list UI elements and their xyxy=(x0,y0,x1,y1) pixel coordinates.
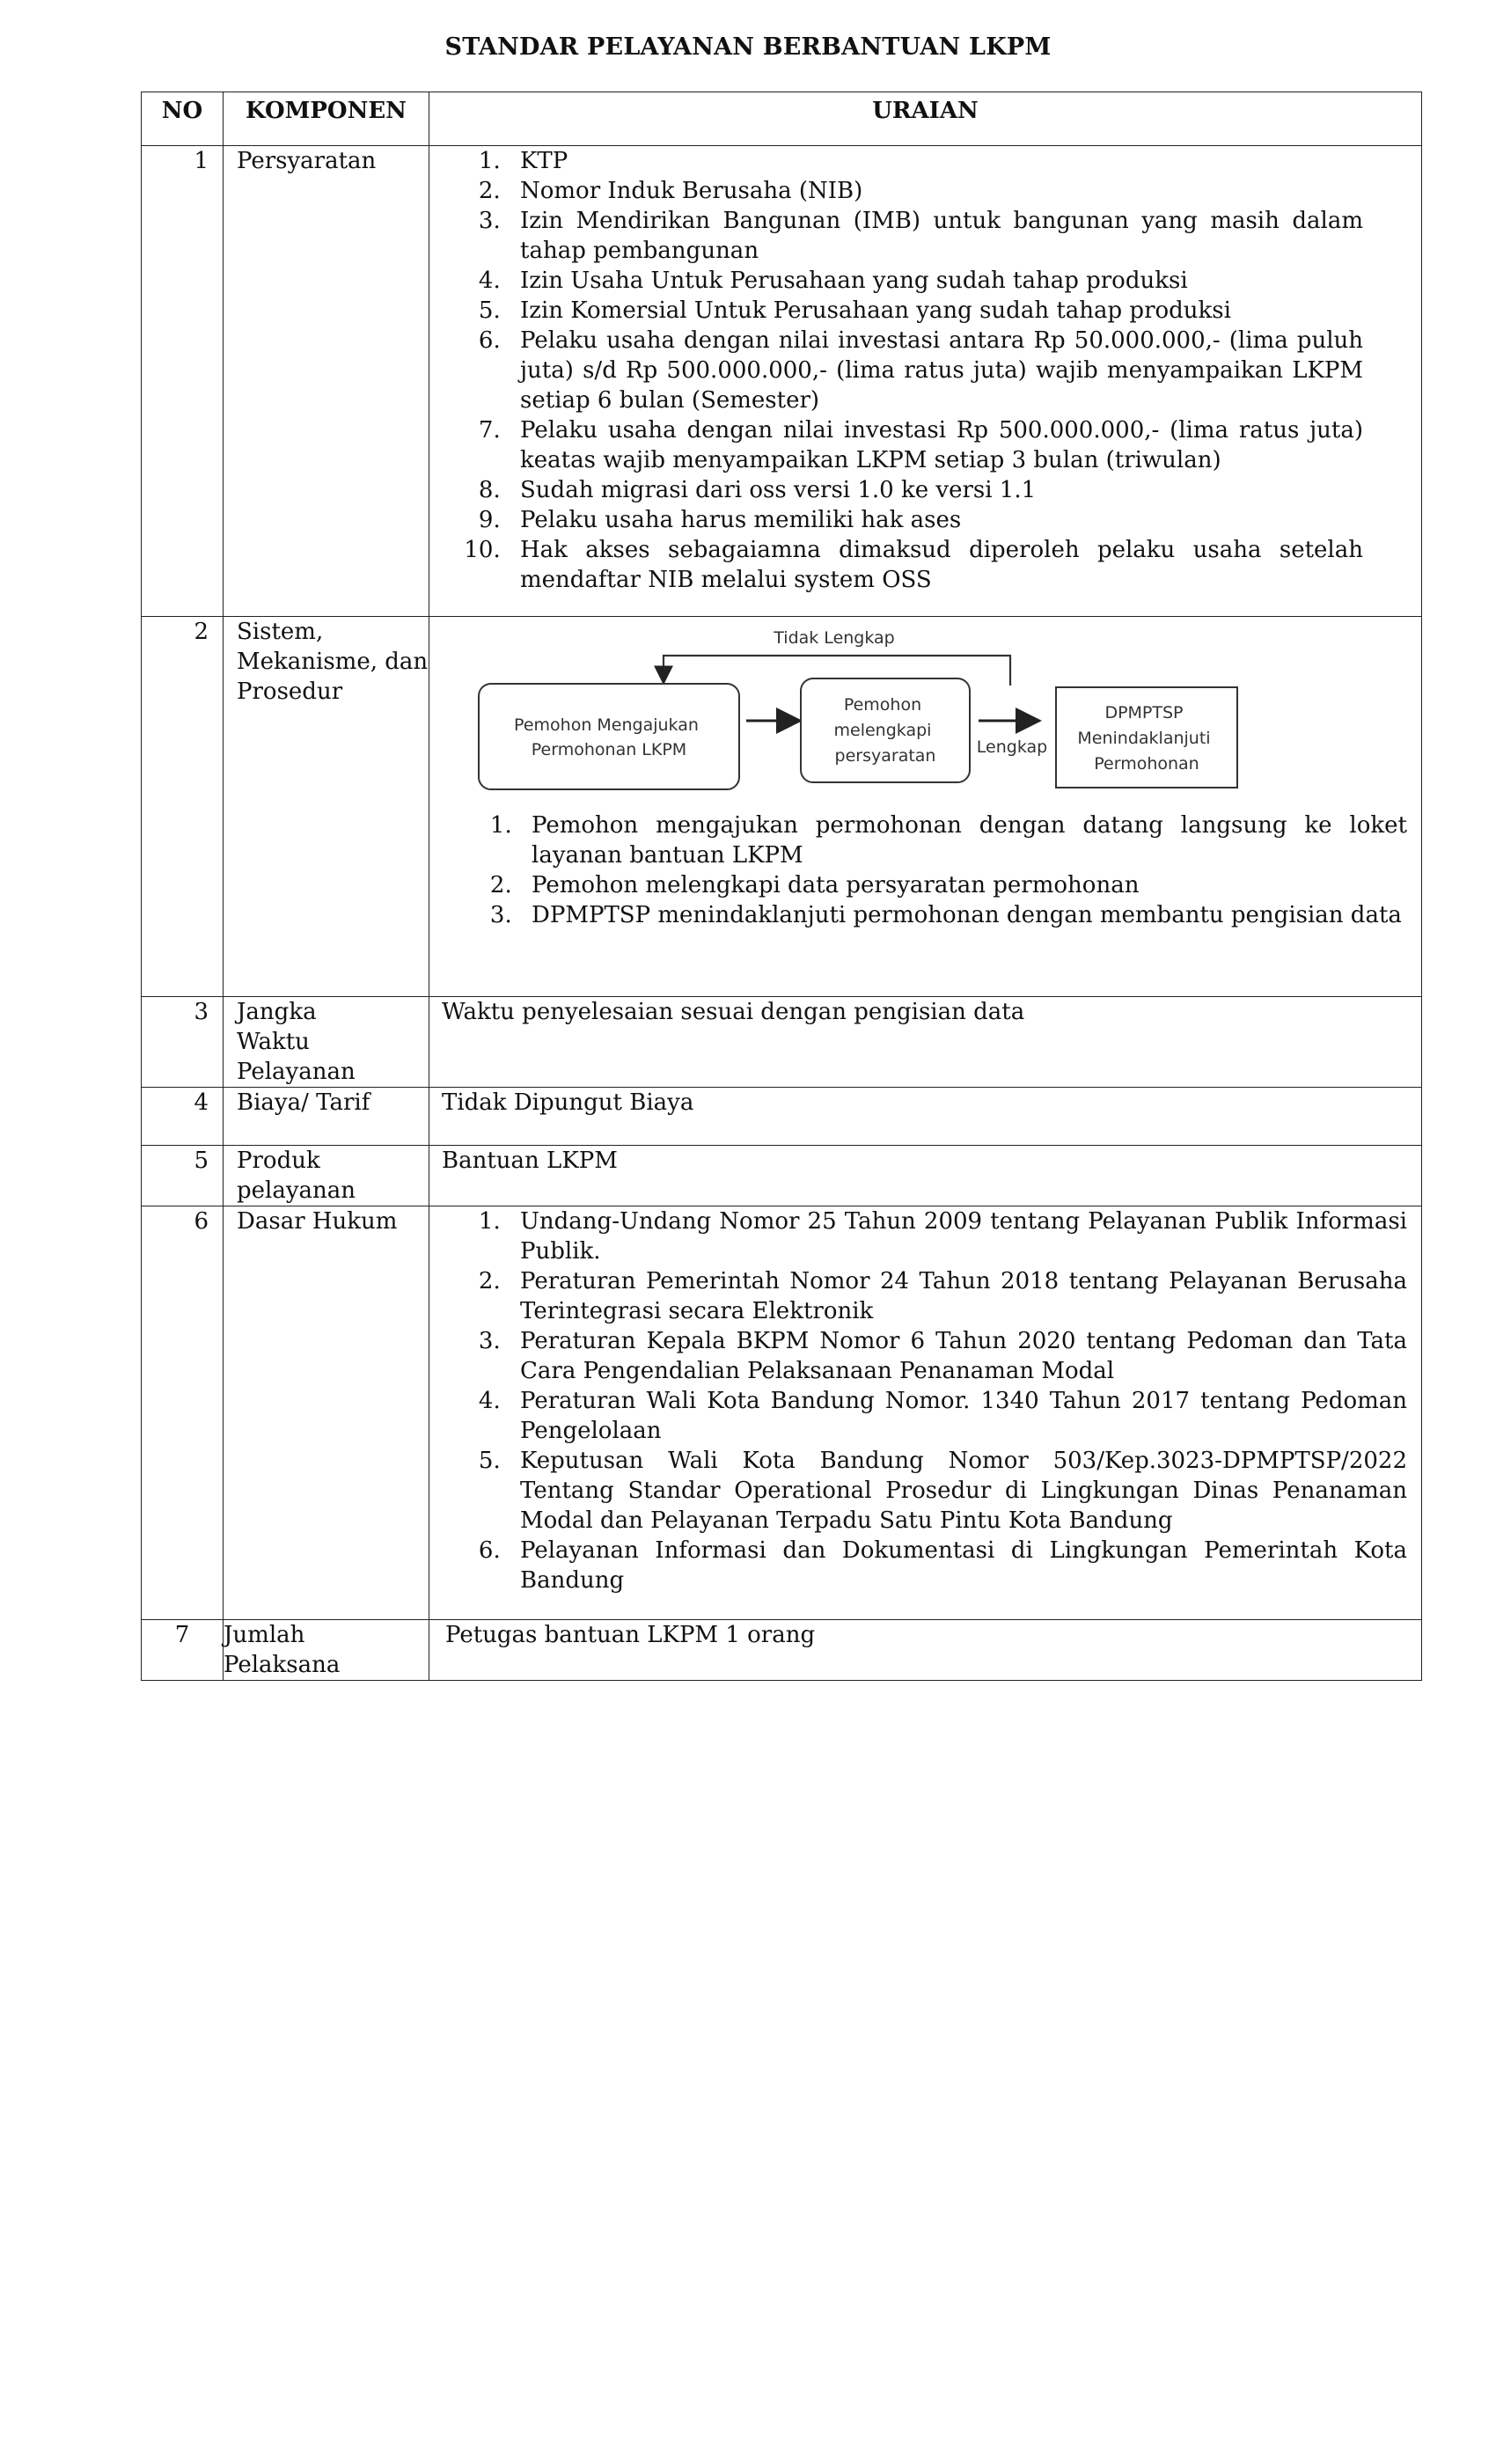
list-item: 5. Keputusan Wali Kota Bandung Nomor 503/Kep.3023-DPMPTSP/2022 Tentang Standar Operational Prosedur di Lingkungan Dinas Penanaman Modal dan Pelayanan Terpadu Satu Pintu Kota Bandung xyxy=(508,1446,1407,1536)
list-item: 10. Hak akses sebagaiamna dimaksud diperoleh pelaku usaha setelah mendaftar NIB melalui system OSS xyxy=(508,535,1363,595)
header-uraian: URAIAN xyxy=(429,92,1422,146)
flow-box-submit-line2: Permohonan LKPM xyxy=(531,740,687,759)
table-row-dasar-hukum xyxy=(142,1206,1422,1620)
page-title: STANDAR PELAYANAN BERBANTUAN LKPM xyxy=(444,33,1052,61)
procedure-flow-diagram xyxy=(473,624,1248,791)
list-item: 8. Sudah migrasi dari oss versi 1.0 ke versi 1.1 xyxy=(508,475,1363,505)
list-item: 3. Peraturan Kepala BKPM Nomor 6 Tahun 2020 tentang Pedoman dan Tata Cara Pengendalian Pelaksanaan Penanaman Modal xyxy=(508,1326,1407,1386)
row-component: Jangka Waktu Pelayanan xyxy=(224,997,429,1088)
flow-box-complete-line1: Pemohon xyxy=(843,695,922,715)
table-header-row xyxy=(142,92,1422,146)
row-component: Dasar Hukum xyxy=(224,1206,429,1620)
service-standard-table xyxy=(141,92,1422,1681)
table-row-biaya xyxy=(142,1088,1422,1146)
row-number: 5 xyxy=(142,1146,224,1206)
legal-basis-list xyxy=(429,1206,1421,1595)
flow-box-submit xyxy=(479,684,739,789)
list-item: 1. Pemohon mengajukan permohonan dengan datang langsung ke loket layanan bantuan LKPM xyxy=(519,810,1407,870)
header-no: NO xyxy=(142,92,224,146)
procedure-list xyxy=(429,810,1421,930)
list-item: 6. Pelayanan Informasi dan Dokumentasi di Lingkungan Pemerintah Kota Bandung xyxy=(508,1536,1407,1595)
flow-box-followup-line3: Permohonan xyxy=(1094,754,1199,774)
list-item: 7. Pelaku usaha dengan nilai investasi Rp 500.000.000,- (lima ratus juta) keatas wajib menyampaikan LKPM setiap 3 bulan (triwulan) xyxy=(508,415,1363,475)
flow-box-complete-line2: melengkapi xyxy=(833,721,932,740)
list-item: 2. Nomor Induk Berusaha (NIB) xyxy=(508,176,1363,206)
row-component: Persyaratan xyxy=(224,146,429,617)
table-row-jangka-waktu xyxy=(142,997,1422,1088)
svg-text:Pemohon melengkapi xyxy=(834,695,937,766)
row-component: Jumlah Pelaksana xyxy=(224,1620,429,1681)
table-row-prosedur xyxy=(142,617,1422,997)
flow-box-complete-line3: persyaratan xyxy=(834,746,936,766)
row-description xyxy=(429,146,1422,617)
row-description: Bantuan LKPM xyxy=(429,1146,1422,1206)
header-komponen: KOMPONEN xyxy=(224,92,429,146)
flow-box-followup-line2: Menindaklanjuti xyxy=(1077,729,1211,748)
row-number: 6 xyxy=(142,1206,224,1620)
row-component: Sistem, Mekanisme, dan Prosedur xyxy=(224,617,429,997)
row-description xyxy=(429,617,1422,997)
row-number: 4 xyxy=(142,1088,224,1146)
row-component: Produk pelayanan xyxy=(224,1146,429,1206)
list-item: 2. Pemohon melengkapi data persyaratan permohonan xyxy=(519,870,1407,900)
row-description: Waktu penyelesaian sesuai dengan pengisian data xyxy=(429,997,1422,1088)
row-number: 1 xyxy=(142,146,224,617)
row-number: 2 xyxy=(142,617,224,997)
list-item: 3. Izin Mendirikan Bangunan (IMB) untuk bangunan yang masih dalam tahap pembangunan xyxy=(508,206,1363,266)
row-component: Biaya/ Tarif xyxy=(224,1088,429,1146)
row-number: 7 xyxy=(142,1620,224,1681)
row-number: 3 xyxy=(142,997,224,1088)
list-item: 9. Pelaku usaha harus memiliki hak ases xyxy=(508,505,1363,535)
list-item: 3. DPMPTSP menindaklanjuti permohonan dengan membantu pengisian data xyxy=(519,900,1407,930)
table-row-persyaratan xyxy=(142,146,1422,617)
flow-box-followup-line1: DPMPTSP xyxy=(1104,703,1184,722)
flow-box-submit-line1: Pemohon Mengajukan xyxy=(514,715,699,735)
table-row-pelaksana xyxy=(142,1620,1422,1681)
list-item: 1. KTP xyxy=(508,146,1363,176)
list-item: 4. Izin Usaha Untuk Perusahaan yang sudah tahap produksi xyxy=(508,266,1363,296)
row-description: Petugas bantuan LKPM 1 orang xyxy=(429,1620,1422,1681)
table-row-produk xyxy=(142,1146,1422,1206)
row-description: Tidak Dipungut Biaya xyxy=(429,1088,1422,1146)
list-item: 4. Peraturan Wali Kota Bandung Nomor. 1340 Tahun 2017 tentang Pedoman Pengelolaan xyxy=(508,1386,1407,1446)
feedback-label: Tidak Lengkap xyxy=(774,628,895,648)
list-item: 1. Undang-Undang Nomor 25 Tahun 2009 tentang Pelayanan Publik Informasi Publik. xyxy=(508,1206,1407,1266)
list-item: 5. Izin Komersial Untuk Perusahaan yang sudah tahap produksi xyxy=(508,296,1363,326)
row-description xyxy=(429,1206,1422,1620)
list-item: 2. Peraturan Pemerintah Nomor 24 Tahun 2018 tentang Pelayanan Berusaha Terintegrasi secara Elektronik xyxy=(508,1266,1407,1326)
flow-arrow-label: Lengkap xyxy=(976,737,1048,757)
requirements-list xyxy=(429,146,1421,595)
list-item: 6. Pelaku usaha dengan nilai investasi antara Rp 50.000.000,- (lima puluh juta) s/d Rp 500.000.000,- (lima ratus juta) wajib menyampaikan LKPM setiap 6 bulan (Semester) xyxy=(508,326,1363,415)
